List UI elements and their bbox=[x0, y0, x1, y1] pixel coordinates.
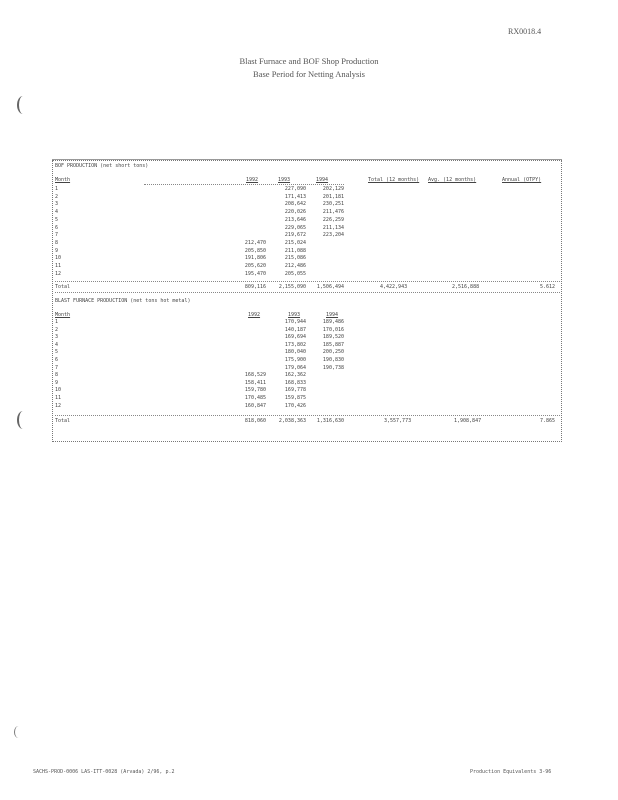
bof-cell-month: 1 bbox=[55, 186, 59, 192]
bf-cell-c: 189,520 bbox=[322, 334, 344, 341]
bf-cell-a: 158,411 bbox=[244, 379, 266, 386]
bf-cell-b: 140,187 bbox=[284, 326, 306, 333]
bf-cell-b: 170,944 bbox=[284, 319, 306, 325]
bof-cell-month: 7 bbox=[55, 232, 59, 239]
bf-cell-b: 170,426 bbox=[284, 402, 306, 409]
bof-cell-c: 230,251 bbox=[322, 201, 344, 208]
bf-total-label: Total bbox=[55, 418, 71, 424]
bof-cell-a: 191,806 bbox=[244, 255, 266, 262]
bf-cell-c: 190,830 bbox=[322, 357, 344, 363]
bf-cell-c: 189,486 bbox=[322, 319, 344, 325]
bof-cell-b: 227,090 bbox=[284, 186, 306, 192]
bf-cell-a: 159,780 bbox=[244, 387, 266, 394]
bf-avg-12mo: 1,908,847 bbox=[454, 418, 482, 424]
bof-cell-month: 6 bbox=[55, 224, 59, 231]
bof-cell-c: 211,476 bbox=[322, 209, 344, 216]
bof-cell-b: 219,672 bbox=[284, 232, 306, 239]
bof-total-12mo: 4,422,943 bbox=[380, 284, 408, 290]
bof-header-total: Total (12 months) bbox=[368, 177, 420, 183]
bf-cell-b: 175,900 bbox=[284, 357, 306, 363]
bf-cell-b: 162,362 bbox=[284, 372, 306, 379]
bof-cell-b: 212,486 bbox=[284, 263, 306, 269]
bof-cell-month: 2 bbox=[55, 193, 59, 200]
bof-header-month: Month bbox=[55, 177, 71, 183]
bof-cell-month: 3 bbox=[55, 201, 59, 208]
bf-cell-month: 7 bbox=[55, 364, 59, 371]
bof-cell-a: 195,470 bbox=[244, 270, 266, 277]
bof-cell-c: 201,181 bbox=[322, 193, 344, 200]
binder-hole-mark bbox=[17, 96, 29, 114]
bf-cell-month: 11 bbox=[55, 395, 62, 401]
bof-cell-b: 220,026 bbox=[284, 209, 306, 216]
bf-annual: 7.865 bbox=[540, 418, 556, 424]
bof-cell-month: 11 bbox=[55, 263, 62, 269]
bf-cell-c: 185,887 bbox=[322, 341, 344, 348]
bf-cell-b: 173,802 bbox=[284, 341, 306, 348]
bf-total-12mo: 3,557,773 bbox=[384, 418, 412, 424]
bof-header-1992: 1992 bbox=[246, 177, 259, 183]
bf-cell-b: 179,064 bbox=[284, 364, 306, 371]
document-title: Blast Furnace and BOF Shop Production bbox=[239, 56, 379, 66]
bf-cell-month: 5 bbox=[55, 349, 59, 356]
bf-cell-b: 168,833 bbox=[284, 379, 306, 386]
bof-cell-a: 212,470 bbox=[244, 239, 266, 246]
bof-total-1994: 1,506,494 bbox=[316, 284, 344, 290]
bof-cell-b: 215,086 bbox=[284, 255, 306, 262]
footer-left: SACHS-PROD-0006 LAS-ITT-0028 (Arvada) 2/96, p.2 bbox=[33, 769, 175, 775]
document-subtitle: Base Period for Netting Analysis bbox=[253, 69, 365, 79]
bof-cell-b: 213,646 bbox=[284, 216, 306, 223]
bof-cell-month: 12 bbox=[55, 270, 62, 277]
bf-cell-month: 9 bbox=[55, 379, 59, 386]
bof-total-1993: 2,155,090 bbox=[278, 284, 306, 290]
bf-cell-month: 6 bbox=[55, 357, 59, 363]
bf-cell-month: 3 bbox=[55, 334, 59, 341]
bof-cell-month: 9 bbox=[55, 247, 59, 254]
bf-cell-a: 170,485 bbox=[244, 395, 266, 401]
bof-cell-b: 205,055 bbox=[284, 270, 306, 277]
section-rule bbox=[55, 292, 560, 293]
total-rule bbox=[55, 415, 560, 416]
bf-cell-month: 8 bbox=[55, 372, 59, 379]
bof-cell-b: 171,413 bbox=[284, 193, 306, 200]
bof-cell-month: 5 bbox=[55, 216, 59, 223]
bf-cell-a: 168,529 bbox=[244, 372, 266, 379]
bf-cell-c: 170,016 bbox=[322, 326, 344, 333]
bof-cell-month: 4 bbox=[55, 209, 59, 216]
bof-cell-b: 229,065 bbox=[284, 224, 306, 231]
bf-cell-month: 12 bbox=[55, 402, 62, 409]
bf-header-1993: 1993 bbox=[288, 312, 301, 318]
bf-total-1993: 2,038,363 bbox=[278, 418, 306, 424]
bof-cell-c: 223,204 bbox=[322, 232, 344, 239]
document-id: RX0018.4 bbox=[508, 27, 542, 36]
bof-cell-c: 211,134 bbox=[322, 224, 344, 231]
bof-header-1994: 1994 bbox=[316, 177, 329, 183]
bf-cell-c: 200,250 bbox=[322, 349, 344, 356]
bf-cell-month: 1 bbox=[55, 319, 59, 325]
bf-header-1992: 1992 bbox=[248, 312, 261, 318]
bof-cell-a: 205,620 bbox=[244, 263, 266, 269]
bof-cell-b: 215,024 bbox=[284, 239, 306, 246]
bof-annual: 5.612 bbox=[540, 284, 556, 290]
footer-right: Production Equivalents 3-96 bbox=[470, 769, 552, 775]
bof-cell-c: 202,129 bbox=[322, 186, 344, 192]
bof-cell-b: 211,088 bbox=[284, 247, 306, 254]
bof-cell-month: 10 bbox=[55, 255, 62, 262]
bf-cell-a: 160,847 bbox=[244, 402, 266, 409]
bf-cell-month: 10 bbox=[55, 387, 62, 394]
bof-total-label: Total bbox=[55, 284, 71, 290]
bof-cell-a: 205,850 bbox=[244, 247, 266, 254]
bof-cell-b: 208,642 bbox=[284, 201, 306, 208]
bf-section-title: BLAST FURNACE PRODUCTION (net tons hot metal) bbox=[55, 298, 191, 304]
binder-hole-mark bbox=[14, 726, 23, 738]
bf-header-1994: 1994 bbox=[326, 312, 339, 318]
bof-header-avg: Avg. (12 months) bbox=[428, 177, 477, 183]
bof-avg-12mo: 2,516,888 bbox=[452, 284, 480, 290]
binder-hole-mark bbox=[17, 411, 29, 429]
bf-cell-month: 4 bbox=[55, 341, 59, 348]
bof-header-annual: Annual (OTPY) bbox=[502, 177, 542, 183]
bf-cell-month: 2 bbox=[55, 326, 59, 333]
bf-cell-b: 169,778 bbox=[284, 387, 306, 394]
bf-cell-b: 169,694 bbox=[284, 334, 306, 341]
total-rule bbox=[55, 281, 560, 282]
bof-section-title: BOF PRODUCTION (net short tons) bbox=[55, 163, 149, 169]
bof-total-1992: 809,116 bbox=[244, 284, 266, 290]
bf-header-month: Month bbox=[55, 312, 71, 318]
bof-cell-c: 226,259 bbox=[322, 216, 344, 223]
bf-total-1994: 1,316,630 bbox=[316, 418, 344, 424]
bf-total-1992: 818,060 bbox=[244, 418, 266, 424]
bof-cell-month: 8 bbox=[55, 239, 59, 246]
bof-header-1993: 1993 bbox=[278, 177, 291, 183]
header-rule bbox=[144, 184, 344, 185]
bf-cell-b: 180,040 bbox=[284, 349, 306, 356]
bf-cell-b: 159,875 bbox=[284, 395, 306, 401]
bf-cell-c: 190,738 bbox=[322, 364, 344, 371]
